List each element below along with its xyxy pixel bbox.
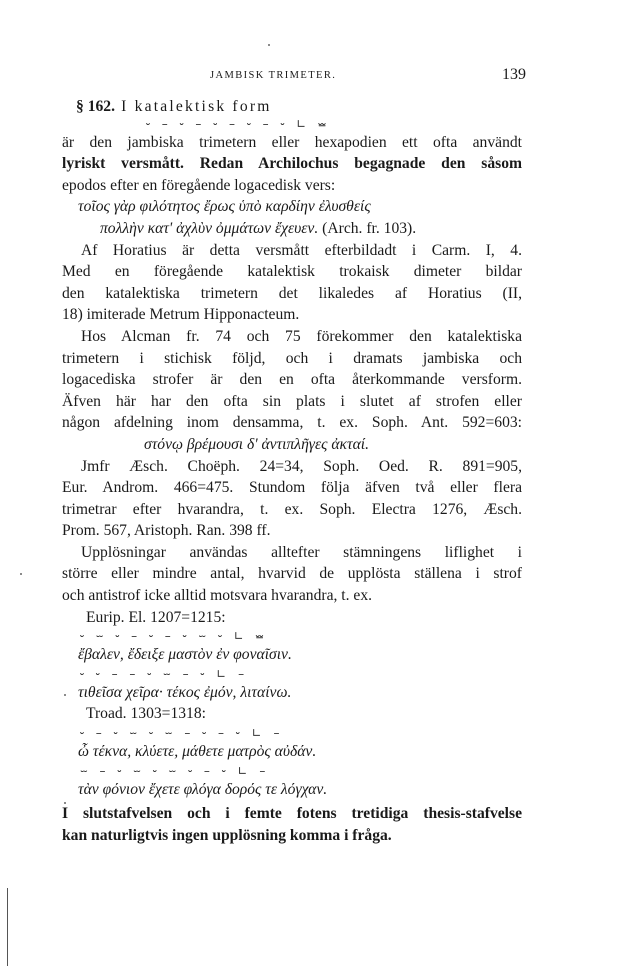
text-line: den katalektiska trimetern det likaledes af Horatius (II, <box>62 284 522 302</box>
section-number: § 162. <box>76 98 115 115</box>
greek-line: τιθεῖσα χεῖρα· τέκος ἐμόν, λιταίνω. <box>78 683 292 701</box>
paragraph-4 <box>62 456 522 542</box>
example-reference: Eurip. El. 1207=1215: <box>86 608 226 626</box>
text-line: Upplösningar användas alltefter stämningens liflighet i <box>81 543 522 561</box>
citation: (Arch. fr. 103). <box>322 219 417 237</box>
text-line: 18) imiterade Metrum Hipponacteum. <box>62 306 300 324</box>
text-line: Äfven här har den ofta sin plats i slutet af strofen eller <box>62 392 522 410</box>
greek-line: τὰν φόνιον ἔχετε φλόγα δορός τε λόγχαν. <box>78 780 328 798</box>
text-line: trimetrar efter hvarandra, t. ex. Soph. Electra 1276, Æsch. <box>62 500 522 518</box>
greek-quote-1 <box>62 196 522 239</box>
text-line: Med en föregående katalektisk trokaisk dimeter bildar <box>62 263 522 281</box>
text-line: I slutstafvelsen och i femte fotens tretidiga thesis-stafvelse <box>62 805 522 823</box>
text-line: Eur. Androm. 466=475. Stundom följa äfven två eller flera <box>62 479 522 497</box>
scan-speck <box>64 694 66 696</box>
text-line: Prom. 567, Aristoph. Ran. 398 ff. <box>62 522 271 540</box>
section-title: I katalektisk form <box>121 98 272 115</box>
text-line: Af Horatius är detta versmått efterbildadt i Carm. I, 4. <box>81 241 522 259</box>
text-line: större eller mindre antal, hvarvid de upplösta ställena i strof <box>62 565 522 583</box>
text-line: är den jambiska trimetern eller hexapodien ett ofta användt <box>62 133 522 151</box>
page-number: 139 <box>502 66 526 83</box>
paragraph-2 <box>62 240 522 326</box>
text-line: trimetern i stichisk följd, och i dramats jambiska och <box>62 349 522 367</box>
greek-line: ὦ τέκνα, κλύετε, μάθετε ματρὸς αὐδάν. <box>78 743 317 761</box>
text-line: lyriskt versmått. Redan Archilochus begagnade den såsom <box>62 155 522 173</box>
meter-scheme: ⏑ – ⏑ ⏖ ⏑ ⏖ – ⏑ – ⏑ ∟ – <box>80 726 284 741</box>
section-meter-scheme: ⏑ – ⏑ – ⏑ – ⏑ – ⏑ ∟ ⏕ <box>146 116 330 131</box>
book-page <box>62 66 526 846</box>
greek-quote-2: στόνῳ βρέμουσι δ' ἀντιπλῆγες ἀκταί. <box>144 435 369 453</box>
text-line: Jmfr Æsch. Choëph. 24=34, Soph. Oed. R. 891=905, <box>81 457 522 475</box>
meter-scheme: ⏑ ⏑ – – ⏑ ⏖ – ⏑ ∟ – <box>80 666 249 681</box>
text-line: och antistrof icke alltid motsvara hvarandra, t. ex. <box>62 587 373 605</box>
text-line: kan naturligtvis ingen upplösning komma i fråga. <box>62 826 392 844</box>
paragraph-1 <box>62 132 522 197</box>
paragraph-5 <box>62 542 522 607</box>
text-line: någon afdelning inom densamma, t. ex. Soph. Ant. 592=603: <box>62 414 522 432</box>
scan-speck <box>268 44 270 46</box>
meter-scheme: ⏖ – ⏑ ⏖ ⏑ ⏖ ⏑ – ⏑ ∟ – <box>80 763 270 778</box>
margin-scan-line <box>7 888 8 966</box>
page-header <box>62 66 526 96</box>
running-title: JAMBISK TRIMETER. <box>210 70 337 81</box>
greek-line: ἔβαλεν, ἔδειξε μαστὸν ἐν φοναῖσιν. <box>78 646 292 664</box>
text-line: Hos Alcman fr. 74 och 75 förekommer den katalektiska <box>81 327 522 345</box>
closing-paragraph <box>62 803 522 846</box>
meter-scheme: ⏑ ⏖ ⏑ – ⏑ – ⏑ ⏖ ⏑ ∟ ⏕ <box>80 629 268 644</box>
text-line: epodos efter en föregående logacedisk vers: <box>62 176 336 194</box>
greek-text: πολλὴν κατ' ἀχλὺν ὀμμάτων ἔχευεν. <box>100 219 319 237</box>
section-heading <box>62 96 522 118</box>
greek-line-with-citation <box>62 218 522 240</box>
example-reference: Troad. 1303=1318: <box>86 705 206 723</box>
paragraph-3 <box>62 326 522 434</box>
text-line: logacediska strofer är den en ofta återkommande versform. <box>62 371 522 389</box>
scan-speck <box>64 802 66 804</box>
examples <box>62 607 522 801</box>
greek-line: τοῖος γὰρ φιλότητος ἔρως ὑπὸ καρδίην ἐλυσθείς <box>78 198 371 216</box>
scan-speck <box>20 573 22 575</box>
